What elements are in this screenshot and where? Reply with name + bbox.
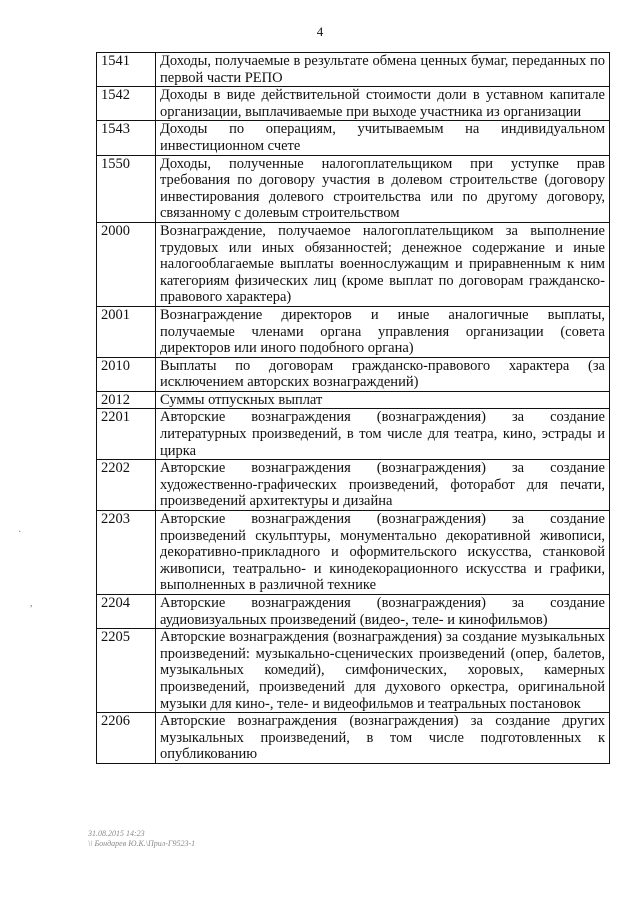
table-row	[97, 713, 610, 764]
table-row	[97, 357, 610, 391]
income-code: 2203	[97, 511, 156, 595]
scan-artifact-mark: ,	[30, 598, 33, 609]
document-footer	[88, 829, 195, 849]
income-code: 2012	[97, 391, 156, 409]
table-row	[97, 222, 610, 306]
income-code: 2000	[97, 222, 156, 306]
table-row	[97, 511, 610, 595]
income-description: Доходы по операциям, учитываемым на индивидуальном инвестиционном счете	[156, 121, 610, 155]
table-row	[97, 87, 610, 121]
income-code: 2202	[97, 460, 156, 511]
income-description: Выплаты по договорам гражданско-правового характера (за исключением авторских вознаграждений)	[156, 357, 610, 391]
income-code: 2201	[97, 409, 156, 460]
scan-artifact-mark: ·	[18, 527, 22, 538]
table-row	[97, 306, 610, 357]
table-row	[97, 391, 610, 409]
income-code: 2206	[97, 713, 156, 764]
table-row	[97, 409, 610, 460]
income-code: 2204	[97, 595, 156, 629]
income-description: Доходы, получаемые в результате обмена ценных бумаг, переданных по первой части РЕПО	[156, 53, 610, 87]
income-code: 2001	[97, 306, 156, 357]
income-description: Авторские вознаграждения (вознаграждения) за создание музыкальных произведений: музыкально-сценических произведений (опер, балетов, музыкальных комедий), симфонических, хоровых, камерных произведений, произведений для духового оркестра, оригинальной музыки для кино-, теле- и видеофильмов и театральных постановок	[156, 629, 610, 713]
table-row	[97, 460, 610, 511]
income-description: Авторские вознаграждения (вознаграждения) за создание других музыкальных произведений, в том числе подготовленных к опубликованию	[156, 713, 610, 764]
income-description: Вознаграждение директоров и иные аналогичные выплаты, получаемые членами органа управления организации (совета директоров или иного подобного органа)	[156, 306, 610, 357]
income-description: Доходы в виде действительной стоимости доли в уставном капитале организации, выплачиваемые при выходе участника из организации	[156, 87, 610, 121]
income-description: Вознаграждение, получаемое налогоплательщиком за выполнение трудовых или иных обязанностей; денежное содержание и иные налогооблагаемые выплаты военнослужащим и приравненным к ним категориям физических лиц (кроме выплат по договорам гражданско-правового характера)	[156, 222, 610, 306]
table-row	[97, 53, 610, 87]
table-row	[97, 155, 610, 222]
income-code: 2010	[97, 357, 156, 391]
income-code: 1550	[97, 155, 156, 222]
income-description: Авторские вознаграждения (вознаграждения) за создание художественно-графических произведений, фоторабот для печати, произведений архитектуры и дизайна	[156, 460, 610, 511]
income-code: 1541	[97, 53, 156, 87]
income-code: 2205	[97, 629, 156, 713]
income-description: Авторские вознаграждения (вознаграждения) за создание аудиовизуальных произведений (видео-, теле- и кинофильмов)	[156, 595, 610, 629]
income-code: 1542	[97, 87, 156, 121]
footer-file-path: \\ Бондарев Ю.К.\Прил-Г9523-1	[88, 839, 196, 848]
income-codes-table	[96, 52, 610, 764]
page-number: 4	[316, 24, 324, 39]
table-row	[97, 629, 610, 713]
table-row	[97, 595, 610, 629]
table-row	[97, 121, 610, 155]
income-description: Авторские вознаграждения (вознаграждения) за создание литературных произведений, в том числе для театра, кино, эстрады и цирка	[156, 409, 610, 460]
income-code: 1543	[97, 121, 156, 155]
footer-timestamp: 31.08.2015 14:23	[88, 829, 145, 838]
income-description: Доходы, полученные налогоплательщиком при уступке прав требования по договору участия в долевом строительстве (договору инвестирования долевого строительства или по другому договору, связанному с долевым строительством	[156, 155, 610, 222]
income-description: Суммы отпускных выплат	[156, 391, 610, 409]
income-description: Авторские вознаграждения (вознаграждения) за создание произведений скульптуры, монументально декоративной живописи, декоративно-прикладного и оформительского искусства, станковой живописи, театрально- и кинодекорационного искусства и графики, выполненных в различной технике	[156, 511, 610, 595]
